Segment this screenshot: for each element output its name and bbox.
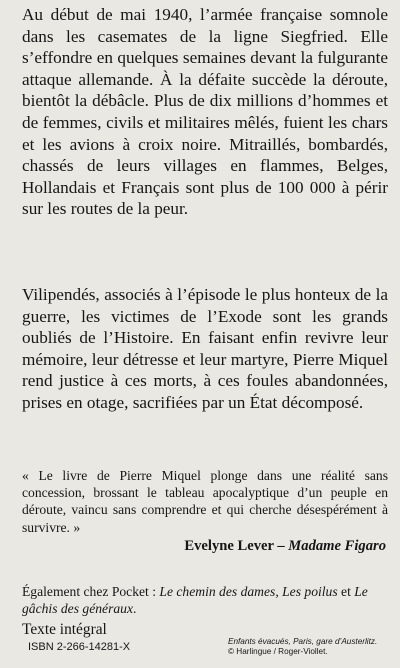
also-title-2: Les poilus: [282, 584, 338, 599]
review-publication: Madame Figaro: [288, 538, 386, 554]
also-available: [22, 583, 388, 617]
review-quote: « Le livre de Pierre Miquel plonge dans une réalité sans concession, brossant le tableau apocalyptique d’un peuple en déroute, vaincu sans comprendre et qui cherche désespérément à survivre. »: [22, 468, 388, 535]
also-prefix: Également chez Pocket :: [22, 584, 160, 599]
also-title-3: Le gâchis des généraux: [22, 584, 368, 617]
also-title-1: Le chemin des dames: [159, 584, 276, 599]
texte-integral-label: Texte intégral: [22, 621, 107, 638]
review-author: Evelyne Lever –: [184, 538, 289, 554]
also-sep-1: ,: [275, 584, 283, 599]
blurb-paragraph-1: Au début de mai 1940, l’armée française somnole dans les casemates de la ligne Siegfried. Elle s’effondre en quelques semaines devant la fulgurante attaque allemande. À la défaite succède la déroute, bientôt la débâcle. Plus de dix millions d’hommes et de femmes, civils et militaires mêlés, fuient les chars et les avions à croix noire. Mitraillés, bombardés, chassés de leurs villages en flammes, Belges, Hollandais et Français sont plus de 100 000 à périr sur les routes de la peur.: [22, 5, 388, 219]
isbn: ISBN 2-266-14281-X: [28, 641, 131, 653]
review-attribution: [184, 538, 386, 555]
photo-caption: Enfants évacués, Paris, gare d’Austerlitz.: [228, 637, 378, 646]
blurb-paragraph-2: Vilipendés, associés à l’épisode le plus honteux de la guerre, les victimes de l’Exode sont les grands oubliés de l’Histoire. En faisant enfin revivre leur mémoire, leur détresse et leur martyre, Pierre Miquel rend justice à ces morts, à ces foules abandonnées, prises en otage, sacrifiées par un État décomposé.: [22, 285, 388, 412]
also-suffix: .: [133, 601, 137, 617]
also-sep-2: et: [337, 584, 355, 599]
photo-copyright: © Harlingue / Roger-Viollet.: [228, 647, 328, 656]
photo-credit: [228, 637, 393, 657]
bottom-info: [0, 635, 400, 668]
